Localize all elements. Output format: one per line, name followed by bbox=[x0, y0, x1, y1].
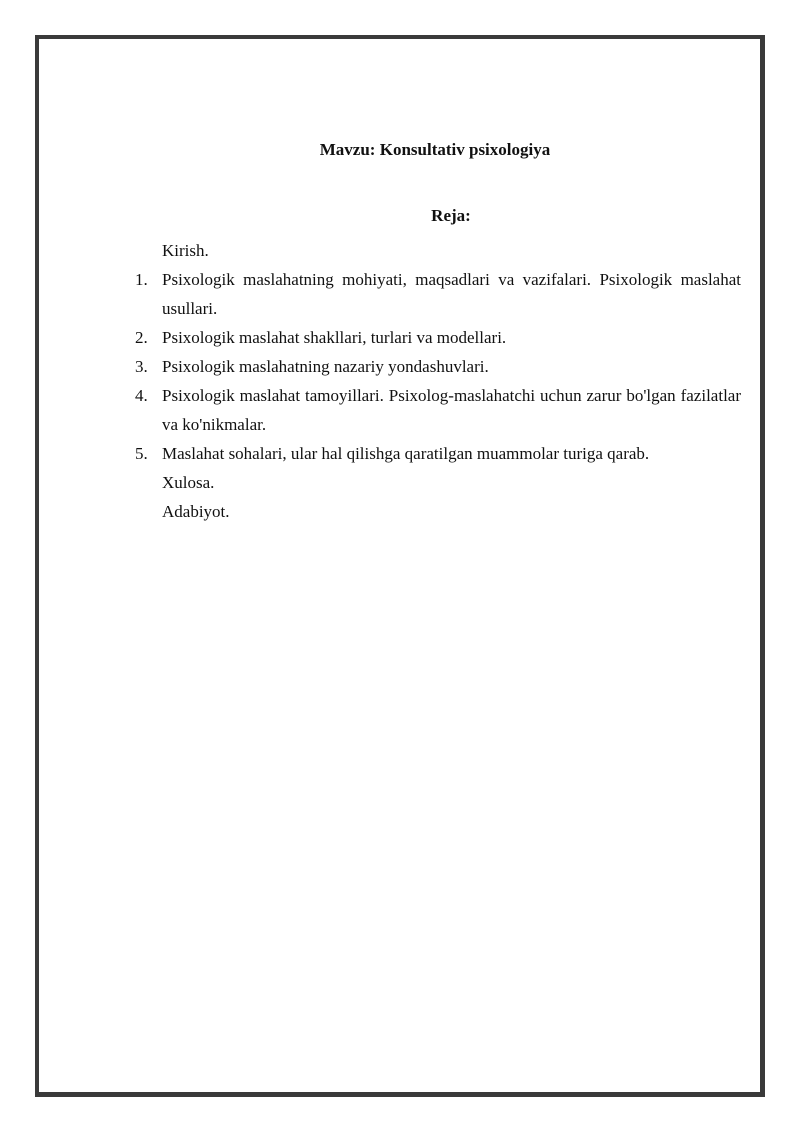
plan-title: Reja: bbox=[431, 206, 471, 225]
plan-item-text: Psixologik maslahatning nazariy yondashuvlari. bbox=[162, 357, 489, 376]
plan-references bbox=[135, 497, 741, 526]
plan-item-text: Psixologik maslahat tamoyillari. Psixolog-maslahatchi uchun zarur bo'lgan fazilatlar va ko'nikmalar. bbox=[162, 386, 741, 434]
plan-item-2 bbox=[135, 323, 741, 352]
plan-item-text: Maslahat sohalari, ular hal qilishga qaratilgan muammolar turiga qarab. bbox=[162, 444, 650, 463]
plan-intro bbox=[135, 236, 741, 265]
plan-references-text: Adabiyot. bbox=[162, 502, 230, 521]
plan-item-4 bbox=[135, 381, 741, 439]
plan-item-number: 4. bbox=[135, 386, 148, 405]
plan-list bbox=[135, 236, 741, 526]
plan-intro-text: Kirish. bbox=[162, 241, 209, 260]
topic-title: Mavzu: Konsultativ psixologiya bbox=[319, 140, 551, 159]
plan-item-text: Psixologik maslahat shakllari, turlari va modellari. bbox=[162, 328, 507, 347]
plan-conclusion-text: Xulosa. bbox=[162, 473, 215, 492]
plan-item-number: 2. bbox=[135, 328, 148, 347]
plan-item-number: 3. bbox=[135, 357, 148, 376]
plan-item-text: Psixologik maslahatning mohiyati, maqsadlari va vazifalari. Psixologik maslahat usullari. bbox=[162, 270, 741, 318]
plan-item-1 bbox=[135, 265, 741, 323]
plan-conclusion bbox=[135, 468, 741, 497]
plan-item-5 bbox=[135, 439, 741, 468]
plan-item-number: 1. bbox=[135, 270, 148, 289]
plan-item-number: 5. bbox=[135, 444, 148, 463]
page-border bbox=[35, 35, 765, 1097]
plan-item-3 bbox=[135, 352, 741, 381]
